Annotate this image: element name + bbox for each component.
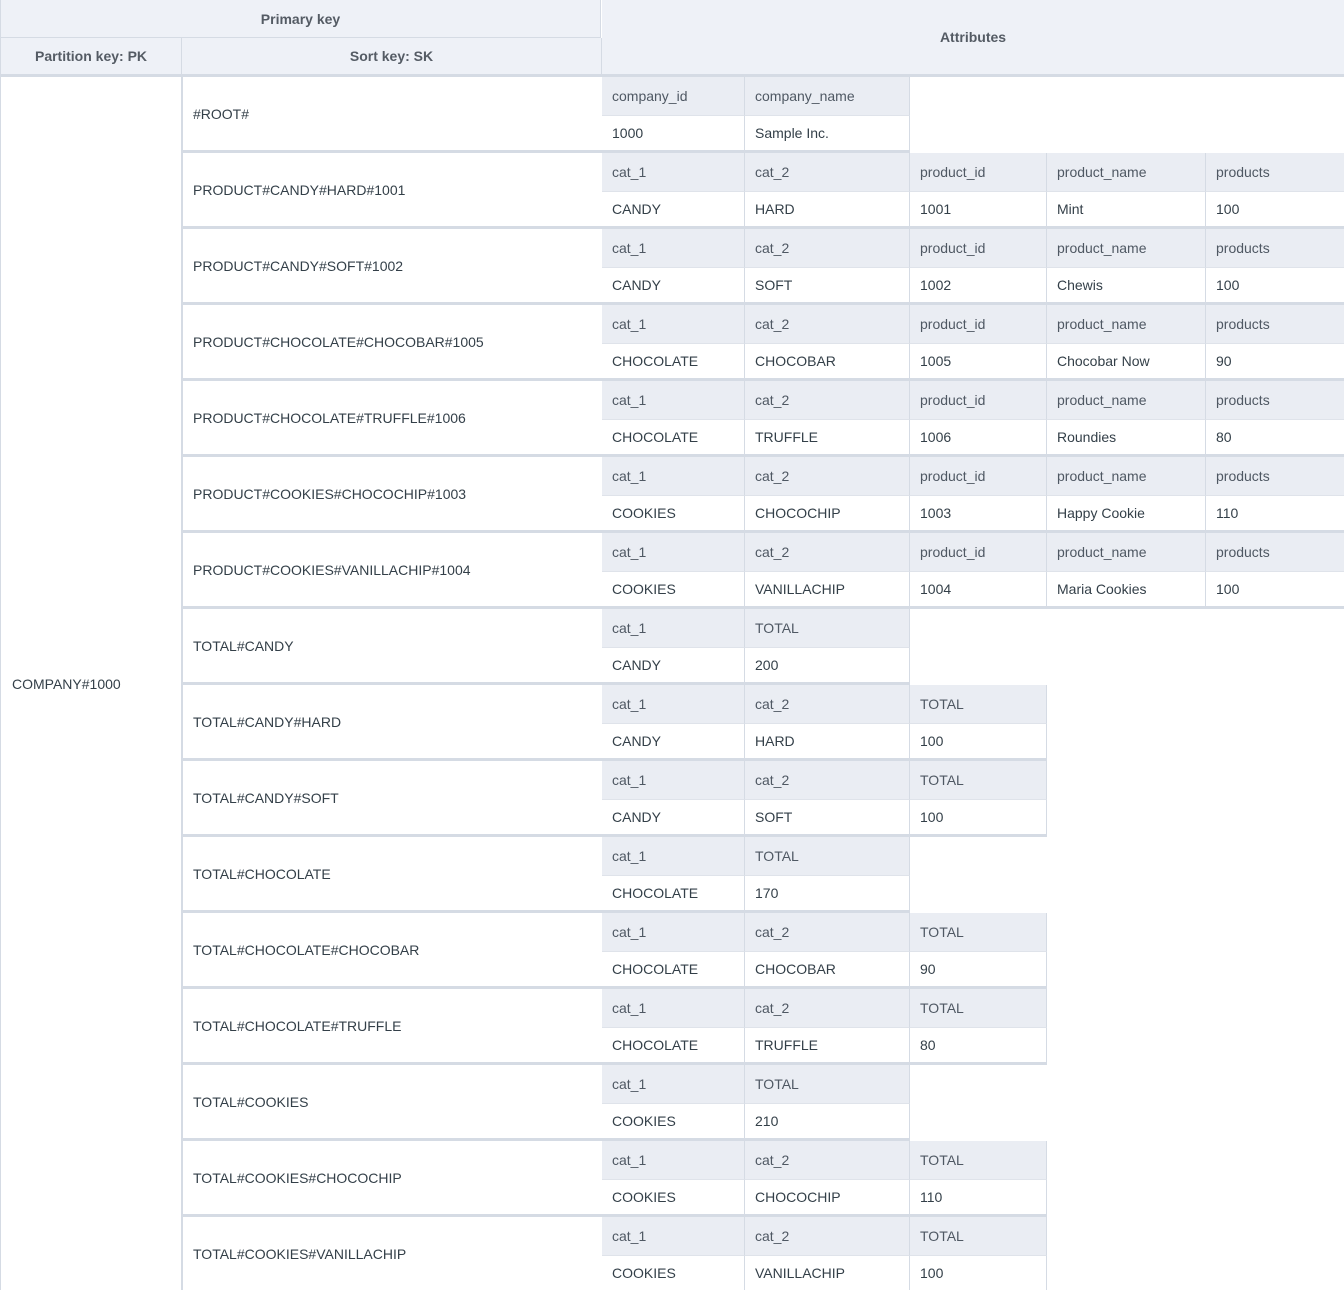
attribute-value[interactable]: Happy Cookie xyxy=(1047,495,1206,533)
sort-key-cell[interactable]: PRODUCT#COOKIES#CHOCOCHIP#1003 xyxy=(182,457,602,533)
partition-key-header: Partition key: PK xyxy=(1,38,182,77)
attribute-name: cat_1 xyxy=(602,153,745,191)
attribute-value[interactable]: COOKIES xyxy=(602,495,745,533)
attribute-value[interactable]: 1003 xyxy=(910,495,1047,533)
attribute-name: cat_2 xyxy=(745,153,910,191)
sort-key-cell[interactable]: TOTAL#COOKIES xyxy=(182,1065,602,1141)
sort-key-cell[interactable]: TOTAL#COOKIES#VANILLACHIP xyxy=(182,1217,602,1290)
attribute-value[interactable]: SOFT xyxy=(745,267,910,305)
attribute-name: product_name xyxy=(1047,381,1206,419)
attribute-name: cat_1 xyxy=(602,913,745,951)
attribute-value[interactable]: 90 xyxy=(1206,343,1344,381)
attribute-value[interactable]: CANDY xyxy=(602,267,745,305)
sort-key-cell[interactable]: PRODUCT#CANDY#HARD#1001 xyxy=(182,153,602,229)
attribute-name: cat_1 xyxy=(602,837,745,875)
attribute-name: product_name xyxy=(1047,457,1206,495)
attribute-name: cat_1 xyxy=(602,533,745,571)
attribute-name: cat_1 xyxy=(602,609,745,647)
sort-key-cell[interactable]: TOTAL#COOKIES#CHOCOCHIP xyxy=(182,1141,602,1217)
attribute-value[interactable]: 80 xyxy=(910,1027,1047,1065)
attribute-value[interactable]: HARD xyxy=(745,723,910,761)
attribute-value[interactable]: CANDY xyxy=(602,191,745,229)
attribute-value[interactable]: Sample Inc. xyxy=(745,115,910,153)
attribute-value[interactable]: 210 xyxy=(745,1103,910,1141)
attribute-value[interactable]: COOKIES xyxy=(602,1255,745,1290)
attribute-name: product_id xyxy=(910,533,1047,571)
attribute-value[interactable]: 1004 xyxy=(910,571,1047,609)
attribute-name: cat_1 xyxy=(602,1141,745,1179)
attribute-name: cat_1 xyxy=(602,305,745,343)
attribute-value[interactable]: CHOCOBAR xyxy=(745,343,910,381)
sort-key-cell[interactable]: TOTAL#CHOCOLATE#CHOCOBAR xyxy=(182,913,602,989)
attribute-name: cat_2 xyxy=(745,989,910,1027)
sort-key-cell[interactable]: TOTAL#CANDY xyxy=(182,609,602,685)
attribute-value[interactable]: 170 xyxy=(745,875,910,913)
attribute-name: TOTAL xyxy=(910,1141,1047,1179)
attribute-name: cat_2 xyxy=(745,305,910,343)
attribute-name: product_name xyxy=(1047,533,1206,571)
primary-key-header: Primary key xyxy=(1,0,601,38)
attribute-value[interactable]: 100 xyxy=(1206,571,1344,609)
attribute-value[interactable]: 100 xyxy=(910,1255,1047,1290)
attribute-value[interactable]: 80 xyxy=(1206,419,1344,457)
attribute-value[interactable]: 1006 xyxy=(910,419,1047,457)
attribute-value[interactable]: Mint xyxy=(1047,191,1206,229)
attribute-value[interactable]: 100 xyxy=(910,723,1047,761)
attribute-value[interactable]: TRUFFLE xyxy=(745,419,910,457)
sort-key-header: Sort key: SK xyxy=(182,38,602,77)
attribute-name: product_id xyxy=(910,229,1047,267)
sort-key-cell[interactable]: PRODUCT#COOKIES#VANILLACHIP#1004 xyxy=(182,533,602,609)
attribute-value[interactable]: COOKIES xyxy=(602,1179,745,1217)
attribute-value[interactable]: CHOCOLATE xyxy=(602,875,745,913)
attribute-value[interactable]: 200 xyxy=(745,647,910,685)
attribute-value[interactable]: CHOCOLATE xyxy=(602,1027,745,1065)
attribute-value[interactable]: 100 xyxy=(910,799,1047,837)
sort-key-cell[interactable]: PRODUCT#CHOCOLATE#TRUFFLE#1006 xyxy=(182,381,602,457)
sort-key-cell[interactable]: TOTAL#CHOCOLATE xyxy=(182,837,602,913)
attribute-name: products xyxy=(1206,229,1344,267)
attribute-name: TOTAL xyxy=(910,685,1047,723)
attribute-name: TOTAL xyxy=(745,837,910,875)
attribute-name: cat_2 xyxy=(745,229,910,267)
attributes-header: Attributes xyxy=(602,0,1344,77)
attribute-name: product_id xyxy=(910,305,1047,343)
attribute-name: cat_2 xyxy=(745,1141,910,1179)
attribute-name: product_id xyxy=(910,457,1047,495)
attribute-name: product_name xyxy=(1047,229,1206,267)
attribute-value[interactable]: TRUFFLE xyxy=(745,1027,910,1065)
attribute-value[interactable]: Chewis xyxy=(1047,267,1206,305)
attribute-value[interactable]: 90 xyxy=(910,951,1047,989)
attribute-name: products xyxy=(1206,381,1344,419)
attribute-name: products xyxy=(1206,153,1344,191)
sort-key-cell[interactable]: TOTAL#CHOCOLATE#TRUFFLE xyxy=(182,989,602,1065)
attribute-name: company_name xyxy=(745,77,910,115)
attribute-name: cat_1 xyxy=(602,457,745,495)
attribute-name: cat_1 xyxy=(602,685,745,723)
attribute-name: cat_2 xyxy=(745,761,910,799)
attribute-name: cat_1 xyxy=(602,1065,745,1103)
attribute-value[interactable]: COOKIES xyxy=(602,1103,745,1141)
attribute-name: cat_1 xyxy=(602,989,745,1027)
sort-key-cell[interactable]: #ROOT# xyxy=(182,77,602,153)
attribute-name: product_id xyxy=(910,153,1047,191)
attribute-name: cat_2 xyxy=(745,1217,910,1255)
attribute-value[interactable]: CHOCOLATE xyxy=(602,419,745,457)
attribute-name: TOTAL xyxy=(910,913,1047,951)
attribute-name: TOTAL xyxy=(910,1217,1047,1255)
attribute-value[interactable]: Maria Cookies xyxy=(1047,571,1206,609)
attribute-name: cat_1 xyxy=(602,761,745,799)
sort-key-cell[interactable]: TOTAL#CANDY#HARD xyxy=(182,685,602,761)
attribute-name: products xyxy=(1206,457,1344,495)
attribute-name: TOTAL xyxy=(910,989,1047,1027)
attribute-name: TOTAL xyxy=(910,761,1047,799)
attribute-name: cat_2 xyxy=(745,533,910,571)
attribute-name: cat_2 xyxy=(745,685,910,723)
sort-key-cell[interactable]: PRODUCT#CHOCOLATE#CHOCOBAR#1005 xyxy=(182,305,602,381)
attribute-name: cat_2 xyxy=(745,381,910,419)
attribute-value[interactable]: 100 xyxy=(1206,191,1344,229)
attribute-value[interactable]: 1005 xyxy=(910,343,1047,381)
attribute-name: cat_2 xyxy=(745,457,910,495)
attribute-name: TOTAL xyxy=(745,1065,910,1103)
attribute-name: products xyxy=(1206,305,1344,343)
attribute-name: TOTAL xyxy=(745,609,910,647)
attribute-name: product_id xyxy=(910,381,1047,419)
attribute-name: product_name xyxy=(1047,305,1206,343)
attribute-name: cat_2 xyxy=(745,913,910,951)
attribute-value[interactable]: HARD xyxy=(745,191,910,229)
attribute-value[interactable]: CANDY xyxy=(602,799,745,837)
sort-key-cell[interactable]: PRODUCT#CANDY#SOFT#1002 xyxy=(182,229,602,305)
attribute-value[interactable]: 110 xyxy=(1206,495,1344,533)
attribute-value[interactable]: 110 xyxy=(910,1179,1047,1217)
attribute-value[interactable]: CHOCOLATE xyxy=(602,951,745,989)
attribute-value[interactable]: 1002 xyxy=(910,267,1047,305)
attribute-value[interactable]: COOKIES xyxy=(602,571,745,609)
attribute-value[interactable]: SOFT xyxy=(745,799,910,837)
attribute-value[interactable]: Roundies xyxy=(1047,419,1206,457)
attribute-name: cat_1 xyxy=(602,1217,745,1255)
attribute-name: product_name xyxy=(1047,153,1206,191)
attribute-value[interactable]: CHOCOLATE xyxy=(602,343,745,381)
attribute-value[interactable]: VANILLACHIP xyxy=(745,571,910,609)
partition-key-cell: COMPANY#1000 xyxy=(1,77,182,1290)
attribute-value[interactable]: VANILLACHIP xyxy=(745,1255,910,1290)
attribute-value[interactable]: CHOCOCHIP xyxy=(745,1179,910,1217)
attribute-value[interactable]: 1001 xyxy=(910,191,1047,229)
attribute-value[interactable]: CANDY xyxy=(602,723,745,761)
attribute-value[interactable]: 1000 xyxy=(602,115,745,153)
attribute-name: company_id xyxy=(602,77,745,115)
sort-key-cell[interactable]: TOTAL#CANDY#SOFT xyxy=(182,761,602,837)
attribute-name: products xyxy=(1206,533,1344,571)
attribute-name: cat_1 xyxy=(602,229,745,267)
attribute-value[interactable]: Chocobar Now xyxy=(1047,343,1206,381)
attribute-name: cat_1 xyxy=(602,381,745,419)
attribute-value[interactable]: CANDY xyxy=(602,647,745,685)
attribute-value[interactable]: CHOCOCHIP xyxy=(745,495,910,533)
attribute-value[interactable]: CHOCOBAR xyxy=(745,951,910,989)
attribute-value[interactable]: 100 xyxy=(1206,267,1344,305)
